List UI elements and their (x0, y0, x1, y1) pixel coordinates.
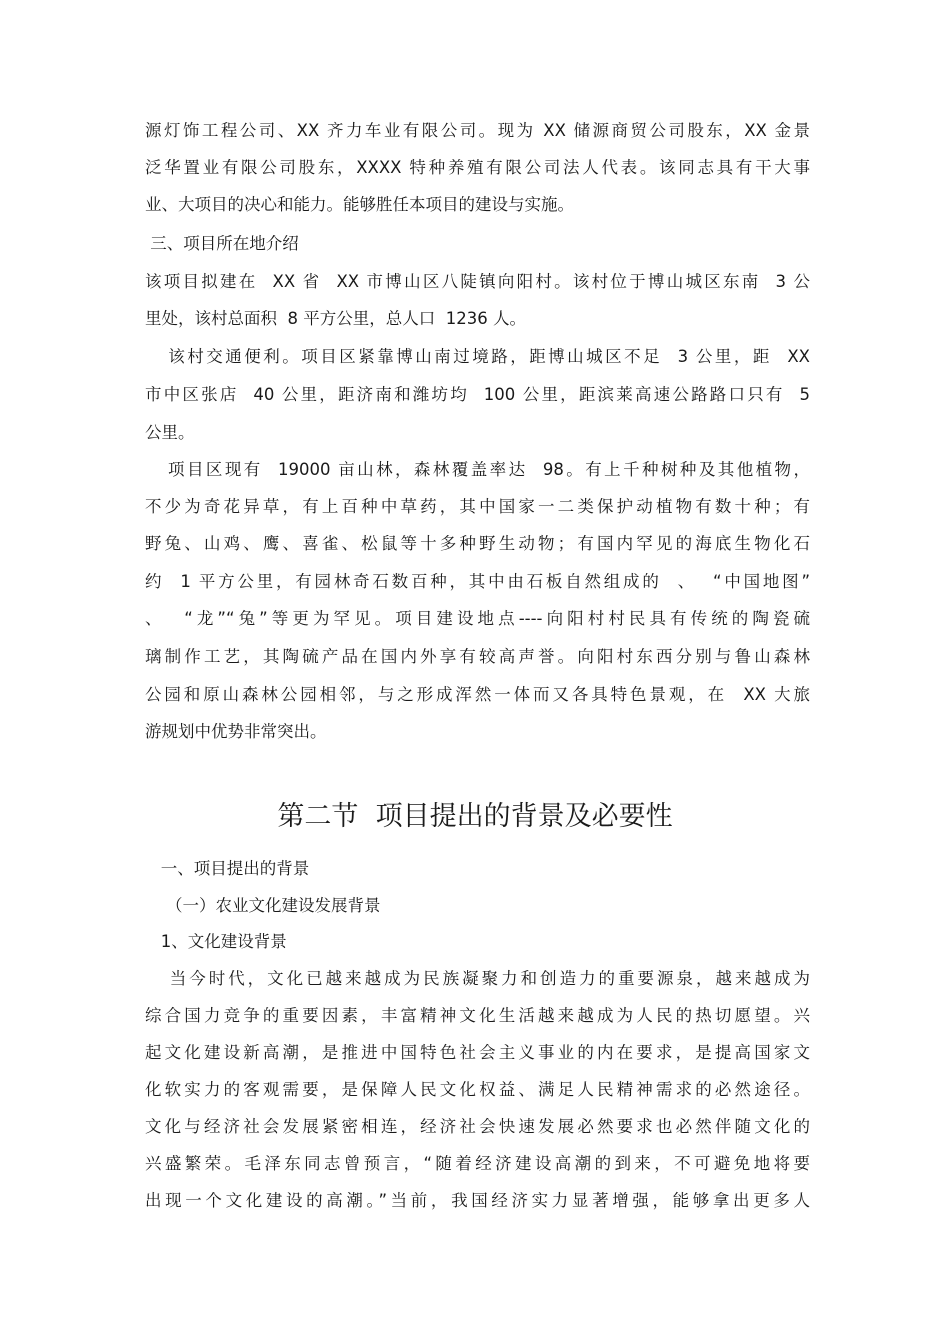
text-line: 该项目拟建在 XX 省 XX 市博山区八陡镇向阳村。该村位于博山城区东南 3 公 (145, 272, 810, 291)
text-line: 里处，该村总面积 8 平方公里，总人口 1236 人。 (145, 309, 526, 328)
text-line: 公园和原山森林公园相邻，与之形成浑然一体而又各具特色景观，在 XX 大旅 (145, 685, 810, 704)
text-line: 公里。 (145, 423, 195, 442)
text-line: 泛华置业有限公司股东，XXXX 特种养殖有限公司法人代表。该同志具有干大事 (145, 158, 810, 177)
text-line: 当今时代，文化已越来越成为民族凝聚力和创造力的重要源泉，越来越成为 (145, 969, 810, 988)
text-line: 业、大项目的决心和能力。能够胜任本项目的建设与实施。 (145, 195, 574, 214)
text-line: 该村交通便利。项目区紧靠博山南过境路，距博山城区不足 3 公里，距 XX (145, 347, 810, 366)
text-line: 市中区张店 40 公里，距济南和潍坊均 100 公里，距滨莱高速公路路口只有 5 (145, 385, 810, 404)
subsection-heading: 1、文化建设背景 (145, 932, 287, 951)
text-line: 起文化建设新高潮，是推进中国特色社会主义事业的内在要求，是提高国家文 (145, 1043, 810, 1062)
section-heading: 三、项目所在地介绍 (145, 234, 299, 253)
text-line: 化软实力的客观需要，是保障人民文化权益、满足人民精神需求的必然途径。 (145, 1080, 810, 1099)
text-line: 出现一个文化建设的高潮。”当前，我国经济实力显著增强，能够拿出更多人 (145, 1191, 810, 1210)
text-line: 不少为奇花异草，有上百种中草药，其中国家一二类保护动植物有数十种；有 (145, 497, 810, 516)
text-line: 文化与经济社会发展紧密相连，经济社会快速发展必然要求也必然伴随文化的 (145, 1117, 810, 1136)
subsection-heading: 一、项目提出的背景 (145, 859, 310, 878)
text-line: 项目区现有 19000 亩山林，森林覆盖率达 98。有上千种树种及其他植物， (145, 460, 810, 479)
text-line: 综合国力竞争的重要因素，丰富精神文化生活越来越成为人民的热切愿望。兴 (145, 1006, 810, 1025)
text-line: 璃制作工艺，其陶硫产品在国内外享有较高声誉。向阳村东西分别与鲁山森林 (145, 647, 810, 666)
text-line: 源灯饰工程公司、XX 齐力车业有限公司。现为 XX 储源商贸公司股东，XX 金景 (145, 121, 810, 140)
text-line: 游规划中优势非常突出。 (145, 722, 327, 741)
text-line: 、 “龙”“兔”等更为罕见。项目建设地点----向阳村村民具有传统的陶瓷硫 (145, 609, 810, 628)
text-line: 兴盛繁荣。毛泽东同志曾预言，“随着经济建设高潮的到来，不可避免地将要 (145, 1154, 810, 1173)
section-title: 第二节 项目提出的背景及必要性 (277, 801, 673, 832)
text-line: 约 1 平方公里，有园林奇石数百种，其中由石板自然组成的 、 “中国地图” (145, 572, 810, 591)
text-line: 野兔、山鸡、鹰、喜雀、松鼠等十多种野生动物；有国内罕见的海底生物化石 (145, 534, 810, 553)
subsection-heading: （一）农业文化建设发展背景 (145, 896, 381, 915)
